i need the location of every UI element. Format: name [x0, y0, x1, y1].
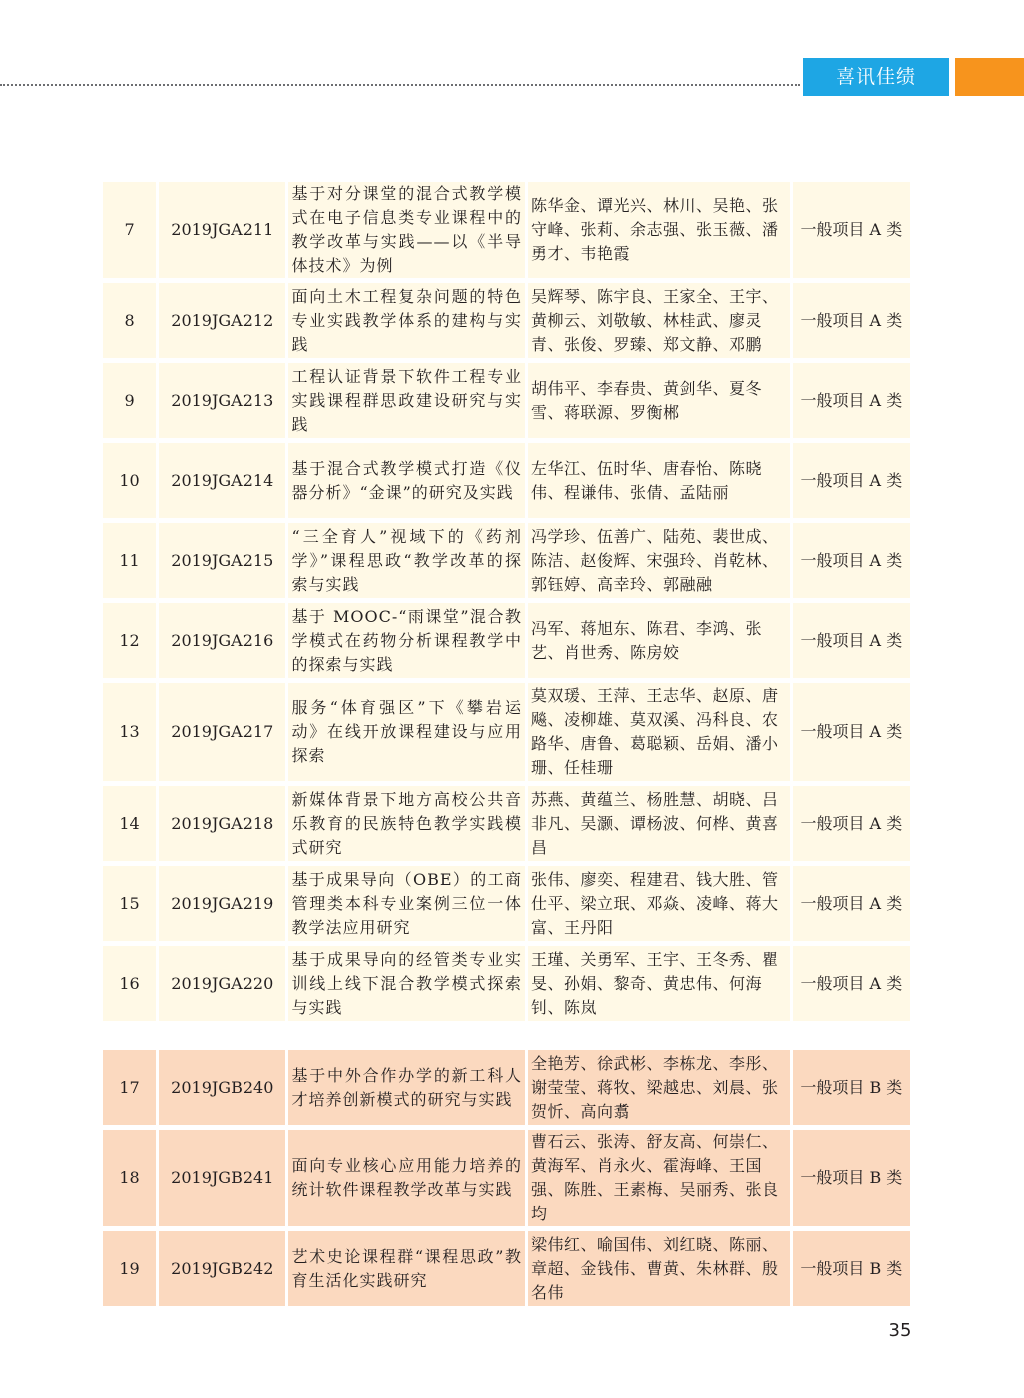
project-members: 陈华金、谭光兴、林川、吴艳、张守峰、张莉、余志强、张玉薇、潘勇才、韦艳霞 [528, 182, 790, 283]
project-table-b [100, 1050, 913, 1311]
table-row [103, 946, 910, 1026]
project-title: 基于 MOOC-“雨课堂”混合教学模式在药物分析课程教学中的探索与实践 [288, 603, 525, 683]
project-title: “三全育人”视域下的《药剂学》”课程思政“教学改革的探索与实践 [288, 523, 525, 603]
table-row [103, 283, 910, 363]
table-row [103, 182, 910, 283]
project-code: 2019JGA218 [159, 786, 285, 866]
table-row [103, 443, 910, 523]
project-title: 艺术史论课程群“课程思政”教育生活化实践研究 [288, 1231, 525, 1311]
project-category: 一般项目 A 类 [793, 866, 910, 946]
project-category: 一般项目 A 类 [793, 946, 910, 1026]
project-number: 14 [103, 786, 156, 866]
project-code: 2019JGA211 [159, 182, 285, 283]
project-number: 16 [103, 946, 156, 1026]
project-code: 2019JGA220 [159, 946, 285, 1026]
project-category: 一般项目 B 类 [793, 1050, 910, 1130]
table-row [103, 786, 910, 866]
section-label-tab: 喜讯佳绩 [803, 58, 949, 96]
project-title: 基于对分课堂的混合式教学模式在电子信息类专业课程中的教学改革与实践——以《半导体技术》为例 [288, 182, 525, 283]
project-code: 2019JGA214 [159, 443, 285, 523]
project-title: 新媒体背景下地方高校公共音乐教育的民族特色教学实践模式研究 [288, 786, 525, 866]
project-category: 一般项目 B 类 [793, 1231, 910, 1311]
project-code: 2019JGA219 [159, 866, 285, 946]
table-row [103, 523, 910, 603]
page-number: 35 [888, 1320, 912, 1341]
project-number: 11 [103, 523, 156, 603]
project-number: 15 [103, 866, 156, 946]
project-members: 莫双瑗、王萍、王志华、赵原、唐飚、凌柳雄、莫双溪、冯科良、农路华、唐鲁、葛聪颖、岳娟、潘小珊、任桂珊 [528, 683, 790, 786]
project-category: 一般项目 A 类 [793, 786, 910, 866]
project-members: 吴辉琴、陈宇良、王家全、王宇、黄柳云、刘敬敏、林桂武、廖灵青、张俊、罗臻、郑文静、邓鹏 [528, 283, 790, 363]
table-row [103, 866, 910, 946]
project-title: 基于中外合作办学的新工科人才培养创新模式的研究与实践 [288, 1050, 525, 1130]
project-title: 基于成果导向的经管类专业实训线上线下混合教学模式探索与实践 [288, 946, 525, 1026]
project-number: 7 [103, 182, 156, 283]
project-members: 全艳芳、徐武彬、李栋龙、李彤、谢莹莹、蒋牧、梁越忠、刘晨、张贺忻、高向翥 [528, 1050, 790, 1130]
project-members: 王瑾、关勇军、王宇、王冬秀、瞿旻、孙娟、黎奇、黄忠伟、何海钊、陈岚 [528, 946, 790, 1026]
project-table-a [100, 182, 913, 1026]
project-code: 2019JGB240 [159, 1050, 285, 1130]
project-members: 梁伟红、喻国伟、刘红晓、陈丽、章超、金钱伟、曹黄、朱林群、殷名伟 [528, 1231, 790, 1311]
project-members: 冯军、蒋旭东、陈君、李鸿、张艺、肖世秀、陈房姣 [528, 603, 790, 683]
project-category: 一般项目 A 类 [793, 603, 910, 683]
table-row [103, 603, 910, 683]
project-number: 10 [103, 443, 156, 523]
project-title: 面向专业核心应用能力培养的统计软件课程教学改革与实践 [288, 1130, 525, 1231]
project-category: 一般项目 A 类 [793, 683, 910, 786]
project-code: 2019JGA213 [159, 363, 285, 443]
table-row [103, 683, 910, 786]
project-category: 一般项目 A 类 [793, 182, 910, 283]
project-members: 苏燕、黄蕴兰、杨胜慧、胡晓、吕非凡、吴灏、谭杨波、何桦、黄喜昌 [528, 786, 790, 866]
project-category: 一般项目 A 类 [793, 523, 910, 603]
table-row [103, 1050, 910, 1130]
project-number: 19 [103, 1231, 156, 1311]
project-title: 基于成果导向（OBE）的工商管理类本科专业案例三位一体教学法应用研究 [288, 866, 525, 946]
project-category: 一般项目 B 类 [793, 1130, 910, 1231]
project-category: 一般项目 A 类 [793, 283, 910, 363]
project-category: 一般项目 A 类 [793, 363, 910, 443]
project-members: 张伟、廖奕、程建君、钱大胜、管仕平、梁立珉、邓焱、凌峰、蒋大富、王丹阳 [528, 866, 790, 946]
project-code: 2019JGB242 [159, 1231, 285, 1311]
project-number: 9 [103, 363, 156, 443]
project-members: 左华江、伍时华、唐春怡、陈晓伟、程谦伟、张倩、孟陆丽 [528, 443, 790, 523]
header-dotted-rule [0, 84, 800, 86]
project-category: 一般项目 A 类 [793, 443, 910, 523]
project-number: 18 [103, 1130, 156, 1231]
project-members: 冯学珍、伍善广、陆苑、裴世成、陈洁、赵俊辉、宋强玲、肖乾林、郭钰婷、高幸玲、郭融融 [528, 523, 790, 603]
project-title: 工程认证背景下软件工程专业实践课程群思政建设研究与实践 [288, 363, 525, 443]
project-title: 面向土木工程复杂问题的特色专业实践教学体系的建构与实践 [288, 283, 525, 363]
project-title: 基于混合式教学模式打造《仪器分析》“金课”的研究及实践 [288, 443, 525, 523]
table-row [103, 1130, 910, 1231]
decorative-orange-tab [955, 58, 1024, 96]
project-code: 2019JGA216 [159, 603, 285, 683]
project-number: 8 [103, 283, 156, 363]
table-row [103, 363, 910, 443]
project-members: 曹石云、张涛、舒友高、何崇仁、黄海军、肖永火、霍海峰、王国强、陈胜、王素梅、吴丽秀、张良均 [528, 1130, 790, 1231]
project-code: 2019JGA215 [159, 523, 285, 603]
project-code: 2019JGB241 [159, 1130, 285, 1231]
table-row [103, 1231, 910, 1311]
project-members: 胡伟平、李春贵、黄剑华、夏冬雪、蒋联源、罗衡郴 [528, 363, 790, 443]
project-code: 2019JGA212 [159, 283, 285, 363]
project-number: 17 [103, 1050, 156, 1130]
project-number: 13 [103, 683, 156, 786]
project-title: 服务“体育强区”下《攀岩运动》在线开放课程建设与应用探索 [288, 683, 525, 786]
project-number: 12 [103, 603, 156, 683]
project-code: 2019JGA217 [159, 683, 285, 786]
